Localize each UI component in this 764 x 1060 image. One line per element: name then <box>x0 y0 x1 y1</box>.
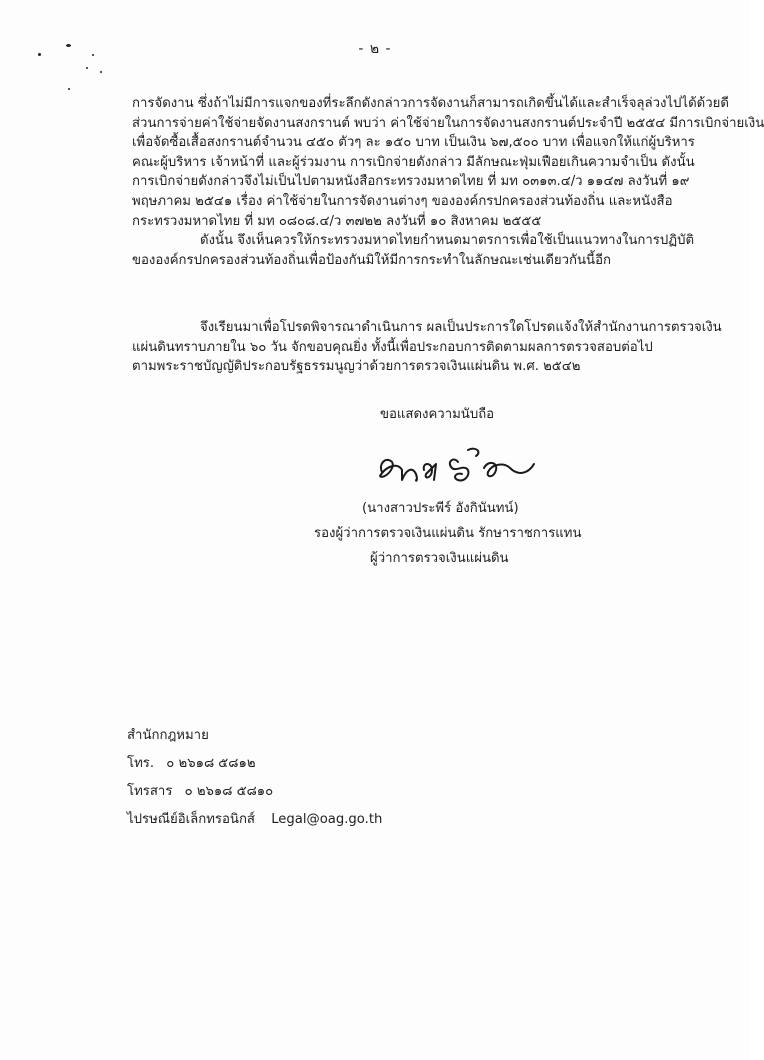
contact-block <box>127 722 382 834</box>
text-line: การจัดงาน ซึ่งถ้าไม่มีการแจกของที่ระลึกดังกล่าวการจัดงานก็สามารถเกิดขึ้นได้และสำเร็จลุล่วงไปได้ด้วยดี <box>132 96 729 111</box>
email-label: ไปรษณีย์อิเล็กทรอนิกส์ <box>127 812 255 827</box>
text-line: จึงเรียนมาเพื่อโปรดพิจารณาดำเนินการ ผลเป็นประการใดโปรดแจ้งให้สำนักงานการตรวจเงิน <box>200 320 722 335</box>
office-name: สำนักกฎหมาย <box>127 728 209 743</box>
handwritten-signature <box>372 440 542 494</box>
closing-salutation: ขอแสดงความนับถือ <box>380 407 495 422</box>
phone-row <box>127 750 382 778</box>
fax-number: ๐ ๒๖๑๘ ๕๘๑๐ <box>184 784 274 799</box>
text-line: แผ่นดินทราบภายใน ๖๐ วัน จักขอบคุณยิ่ง ทั้งนี้เพื่อประกอบการติดตามผลการตรวจสอบต่อไป <box>132 339 653 355</box>
text-line: ขององค์กรปกครองส่วนท้องถิ่นเพื่อป้องกันมิให้มีการกระทำในลักษณะเช่นเดียวกันนี้อีก <box>132 252 611 268</box>
text-line: ดังนั้น จึงเห็นควรให้กระทรวงมหาดไทยกำหนดมาตรการเพื่อใช้เป็นแนวทางในการปฏิบัติ <box>200 233 695 248</box>
text-line: คณะผู้บริหาร เจ้าหน้าที่ และผู้ร่วมงาน การเบิกจ่ายดังกล่าว มีลักษณะฟุ่มเฟือยเกินความจำเป็น ดังนั้น <box>132 154 695 170</box>
phone-label: โทร. <box>127 756 155 771</box>
body-paragraph-3 <box>132 318 722 377</box>
text-line: พฤษภาคม ๒๕๔๑ เรื่อง ค่าใช้จ่ายในการจัดงานต่างๆ ขององค์กรปกครองส่วนท้องถิ่น และหนังสือ <box>132 193 673 209</box>
email-row <box>127 806 382 834</box>
body-paragraph-1 <box>132 94 764 231</box>
text-line: การเบิกจ่ายดังกล่าวจึงไม่เป็นไปตามหนังสือกระทรวงมหาดไทย ที่ มท ๐๓๑๓.๔/ว ๑๑๔๗ ลงวันที่ ๑๙ <box>132 174 690 190</box>
fax-row <box>127 778 382 806</box>
page-number: - ๒ - <box>358 41 392 57</box>
signatory-position: รองผู้ว่าการตรวจเงินแผ่นดิน รักษาราชการแทน <box>314 526 582 541</box>
fax-label: โทรสาร <box>127 784 173 799</box>
signatory-position: ผู้ว่าการตรวจเงินแผ่นดิน <box>370 551 509 566</box>
text-line: ตามพระราชบัญญัติประกอบรัฐธรรมนูญว่าด้วยการตรวจเงินแผ่นดิน พ.ศ. ๒๕๔๒ <box>132 359 581 375</box>
text-line: ส่วนการจ่ายค่าใช้จ่ายจัดงานสงกรานต์ พบว่า ค่าใช้จ่ายในการจัดงานสงกรานต์ประจำปี ๒๕๕๔ มีการเบิกจ่ายเงิน <box>132 115 764 131</box>
signatory-block <box>300 496 580 571</box>
text-line: เพื่อจัดซื้อเสื้อสงกรานต์จำนวน ๔๕๐ ตัวๆ ละ ๑๕๐ บาท เป็นเงิน ๖๗,๕๐๐ บาท เพื่อแจกให้แก่ผู้บริหาร <box>132 135 695 151</box>
body-paragraph-2 <box>132 231 695 270</box>
text-line: กระทรวงมหาดไทย ที่ มท ๐๘๐๘.๔/ว ๓๗๒๒ ลงวันที่ ๑๐ สิงหาคม ๒๕๕๕ <box>132 213 542 229</box>
phone-number: ๐ ๒๖๑๘ ๕๘๑๒ <box>166 756 256 771</box>
email-address: Legal@oag.go.th <box>271 812 383 827</box>
signatory-name: (นางสาวประพีร์ อังกินันทน์) <box>362 501 519 516</box>
